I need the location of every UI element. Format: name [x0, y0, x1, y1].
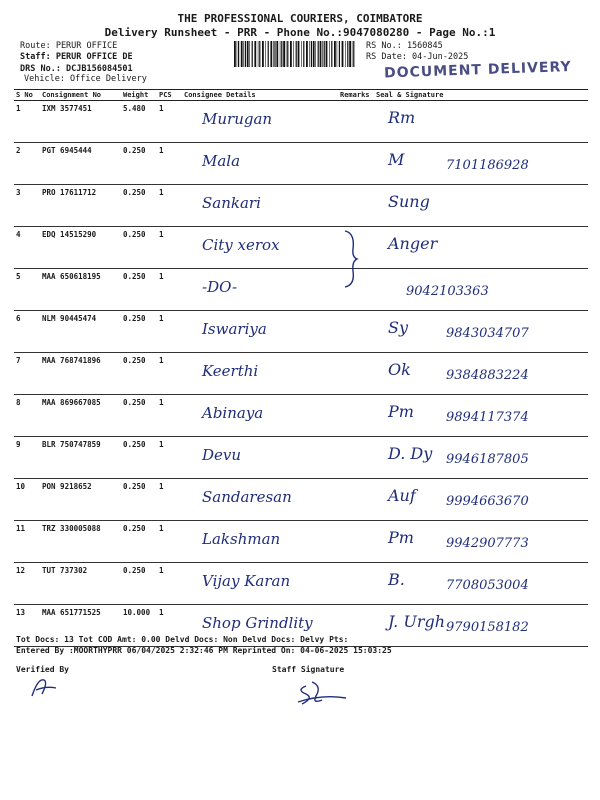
row-sno: 6	[14, 311, 40, 353]
signature-handwriting: D. Dy	[388, 444, 433, 463]
row-consignment-no: TRZ 330005088	[40, 521, 121, 563]
phone-handwriting: 9994663670	[446, 494, 529, 509]
row-sno: 7	[14, 353, 40, 395]
phone-handwriting: 9843034707	[446, 326, 529, 341]
row-weight: 10.000	[121, 605, 157, 647]
row-consignee	[182, 437, 338, 479]
row-weight: 0.250	[121, 395, 157, 437]
col-header-weight: Weight	[121, 90, 157, 101]
phone-handwriting: 7101186928	[446, 158, 529, 173]
row-sno: 5	[14, 269, 40, 311]
row-pcs: 1	[157, 437, 182, 479]
row-weight: 0.250	[121, 227, 157, 269]
row-consignee	[182, 479, 338, 521]
signature-handwriting: J. Urgh	[388, 612, 446, 631]
phone-handwriting: 9384883224	[446, 368, 529, 383]
consignee-handwriting: Mala	[202, 152, 241, 170]
row-remarks	[338, 185, 374, 227]
row-seal-signature	[374, 437, 588, 479]
table-header-row	[14, 90, 588, 101]
row-remarks	[338, 437, 374, 479]
row-pcs: 1	[157, 521, 182, 563]
drs-number: DRS No.: DCJB156084501	[20, 64, 133, 74]
row-remarks	[338, 563, 374, 605]
row-consignment-no: TUT 737302	[40, 563, 121, 605]
row-pcs: 1	[157, 353, 182, 395]
row-weight: 5.480	[121, 101, 157, 143]
table-row	[14, 563, 588, 605]
consignee-handwriting: Lakshman	[202, 530, 281, 548]
row-remarks	[338, 353, 374, 395]
signature-handwriting: Auf	[388, 486, 416, 505]
row-pcs: 1	[157, 311, 182, 353]
entered-by-line: Entered By :MOORTHYPRR 06/04/2025 2:32:46 PM Reprinted On: 04-06-2025 15:03:25	[16, 646, 392, 655]
signature-handwriting: Anger	[388, 234, 438, 253]
row-seal-signature	[374, 143, 588, 185]
row-weight: 0.250	[121, 521, 157, 563]
staff-label: Staff: PERUR OFFICE DE	[20, 52, 133, 62]
row-seal-signature	[374, 311, 588, 353]
table-row	[14, 521, 588, 563]
rs-date: RS Date: 04-Jun-2025	[366, 52, 469, 62]
staff-signature-label: Staff Signature	[272, 665, 345, 674]
table-row	[14, 227, 588, 269]
row-sno: 1	[14, 101, 40, 143]
table-row	[14, 479, 588, 521]
table-row	[14, 395, 588, 437]
row-consignee	[182, 101, 338, 143]
consignee-handwriting: Murugan	[202, 110, 273, 128]
company-title: THE PROFESSIONAL COURIERS, COIMBATORE	[177, 12, 423, 25]
row-seal-signature	[374, 353, 588, 395]
consignee-handwriting: City xerox	[202, 236, 280, 254]
row-pcs: 1	[157, 227, 182, 269]
signature-handwriting: M	[388, 150, 405, 169]
row-pcs: 1	[157, 479, 182, 521]
consignee-handwriting: Devu	[202, 446, 242, 464]
rs-number: RS No.: 1560845	[366, 41, 443, 51]
table-row	[14, 311, 588, 353]
signature-handwriting: B.	[388, 570, 405, 589]
grouping-brace-icon	[341, 229, 361, 289]
row-weight: 0.250	[121, 437, 157, 479]
consignee-handwriting: Sankari	[202, 194, 261, 212]
row-seal-signature	[374, 101, 588, 143]
route-label: Route: PERUR OFFICE	[20, 41, 118, 51]
consignee-handwriting: Iswariya	[202, 320, 267, 338]
row-consignment-no: EDQ 14515290	[40, 227, 121, 269]
row-consignment-no: PON 9218652	[40, 479, 121, 521]
staff-signature-icon	[292, 676, 352, 710]
row-seal-signature	[374, 563, 588, 605]
consignee-handwriting: Keerthi	[202, 362, 259, 380]
row-pcs: 1	[157, 101, 182, 143]
col-header-consignment: Consignment No	[40, 90, 121, 101]
table-row	[14, 353, 588, 395]
row-remarks	[338, 479, 374, 521]
runsheet-table	[14, 89, 588, 647]
row-consignment-no: PGT 6945444	[40, 143, 121, 185]
phone-handwriting: 9790158182	[446, 620, 529, 635]
row-sno: 8	[14, 395, 40, 437]
consignee-handwriting: Abinaya	[202, 404, 264, 422]
row-seal-signature	[374, 227, 588, 269]
row-sno: 11	[14, 521, 40, 563]
consignee-handwriting: Vijay Karan	[202, 572, 291, 590]
row-remarks	[338, 101, 374, 143]
col-header-consignee: Consignee Details	[182, 90, 338, 101]
row-remarks	[338, 395, 374, 437]
phone-handwriting: 9946187805	[446, 452, 529, 467]
row-consignment-no: BLR 750747859	[40, 437, 121, 479]
table-row	[14, 143, 588, 185]
barcode-icon	[234, 41, 358, 67]
stamp-text: DOCUMENT DELIVERY	[383, 58, 572, 82]
document-delivery-stamp	[383, 58, 584, 84]
row-remarks	[338, 143, 374, 185]
row-consignee	[182, 521, 338, 563]
row-sno: 2	[14, 143, 40, 185]
row-seal-signature	[374, 395, 588, 437]
row-pcs: 1	[157, 269, 182, 311]
signature-handwriting: Sung	[388, 192, 430, 211]
row-seal-signature	[374, 521, 588, 563]
table-row	[14, 101, 588, 143]
signature-handwriting: Rm	[388, 108, 416, 127]
signature-handwriting: Pm	[388, 528, 414, 547]
row-seal-signature	[374, 605, 588, 647]
row-consignment-no: NLM 90445474	[40, 311, 121, 353]
phone-handwriting: 9942907773	[446, 536, 529, 551]
row-weight: 0.250	[121, 311, 157, 353]
row-consignee	[182, 269, 338, 311]
row-weight: 0.250	[121, 353, 157, 395]
row-seal-signature	[374, 269, 588, 311]
phone-handwriting: 9042103363	[406, 284, 489, 299]
col-header-sno: S No	[14, 90, 40, 101]
row-consignee	[182, 563, 338, 605]
signature-handwriting: Pm	[388, 402, 414, 421]
row-weight: 0.250	[121, 563, 157, 605]
row-weight: 0.250	[121, 479, 157, 521]
verifier-signature-icon	[26, 674, 66, 700]
row-seal-signature	[374, 185, 588, 227]
row-sno: 12	[14, 563, 40, 605]
row-sno: 4	[14, 227, 40, 269]
table-row	[14, 269, 588, 311]
row-consignee	[182, 395, 338, 437]
verified-by-label: Verified By	[16, 665, 69, 674]
phone-handwriting: 9894117374	[446, 410, 529, 425]
row-pcs: 1	[157, 605, 182, 647]
row-sno: 10	[14, 479, 40, 521]
row-consignee	[182, 185, 338, 227]
row-consignment-no: MAA 650618195	[40, 269, 121, 311]
totals-line: Tot Docs: 13 Tot COD Amt: 0.00 Delvd Docs: Non Delvd Docs: Delvy Pts:	[16, 635, 349, 644]
consignee-handwriting: -DO-	[202, 278, 238, 296]
row-weight: 0.250	[121, 269, 157, 311]
consignee-handwriting: Shop Grindlity	[202, 614, 313, 632]
row-consignment-no: IXM 3577451	[40, 101, 121, 143]
table-row	[14, 437, 588, 479]
row-remarks	[338, 521, 374, 563]
phone-handwriting: 7708053004	[446, 578, 529, 593]
row-consignment-no: PRO 17611712	[40, 185, 121, 227]
row-consignment-no: MAA 651771525	[40, 605, 121, 647]
col-header-pcs: PCS	[157, 90, 182, 101]
col-header-remarks: Remarks	[338, 90, 374, 101]
row-pcs: 1	[157, 143, 182, 185]
row-sno: 3	[14, 185, 40, 227]
row-weight: 0.250	[121, 185, 157, 227]
row-pcs: 1	[157, 185, 182, 227]
row-consignee	[182, 311, 338, 353]
row-pcs: 1	[157, 395, 182, 437]
table-row	[14, 185, 588, 227]
row-consignee	[182, 143, 338, 185]
vehicle-label: Vehicle: Office Delivery	[24, 74, 147, 84]
row-consignee	[182, 353, 338, 395]
consignee-handwriting: Sandaresan	[202, 488, 292, 506]
signature-handwriting: Ok	[388, 360, 411, 379]
runsheet-subtitle: Delivery Runsheet - PRR - Phone No.:9047080280 - Page No.:1	[104, 26, 496, 39]
row-weight: 0.250	[121, 143, 157, 185]
signature-handwriting: Sy	[388, 318, 408, 337]
row-consignee	[182, 227, 338, 269]
row-sno: 13	[14, 605, 40, 647]
row-sno: 9	[14, 437, 40, 479]
col-header-seal: Seal & Signature	[374, 90, 588, 101]
row-seal-signature	[374, 479, 588, 521]
row-consignment-no: MAA 768741896	[40, 353, 121, 395]
row-pcs: 1	[157, 563, 182, 605]
row-remarks	[338, 311, 374, 353]
row-consignment-no: MAA 869667085	[40, 395, 121, 437]
